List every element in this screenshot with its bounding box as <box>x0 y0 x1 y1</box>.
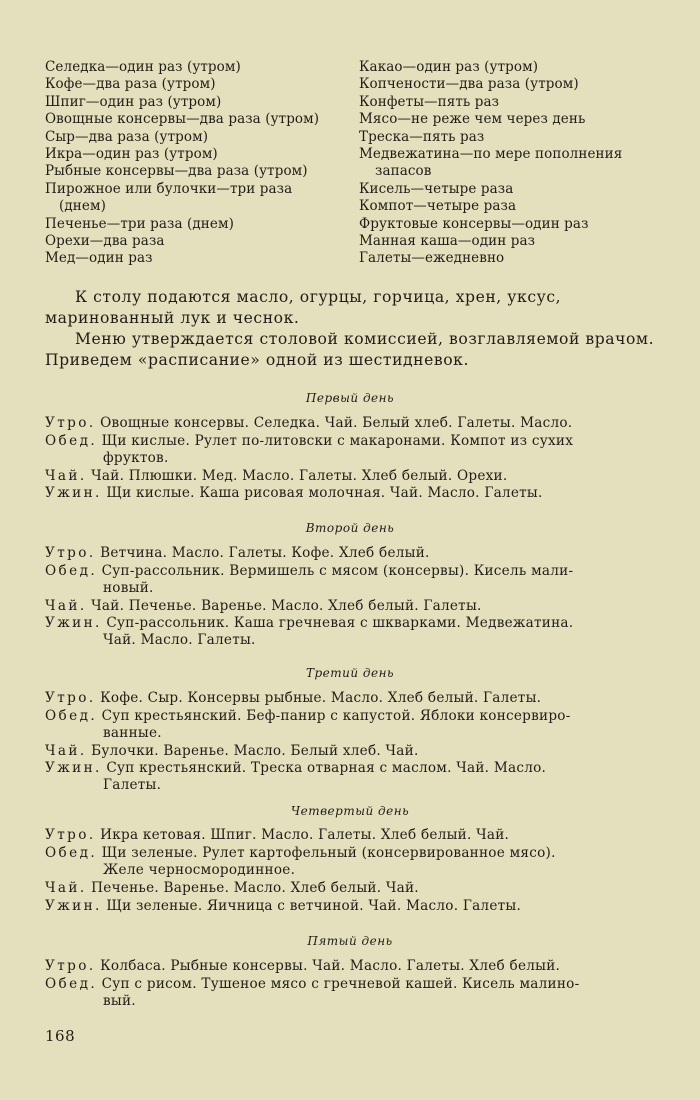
meal-label: Чай. <box>45 880 87 896</box>
meal-text-continuation: ванные. <box>103 725 162 741</box>
meal-text: Чай. Печенье. Варенье. Масло. Хлеб белый. Галеты. <box>91 598 482 614</box>
meal-entry <box>45 598 670 615</box>
meal-entry <box>45 827 670 844</box>
meal-text-continuation: Желе черносмородинное. <box>103 862 296 878</box>
meal-text: Колбаса. Рыбные консервы. Чай. Масло. Галеты. Хлеб белый. <box>100 958 561 974</box>
food-list-item: Копчености—два раза (утром) <box>359 76 579 93</box>
meal-entry <box>45 743 670 760</box>
meal-text: Булочки. Варенье. Масло. Белый хлеб. Чай. <box>91 743 419 759</box>
meal-label: Обед. <box>45 845 98 861</box>
meal-label: Чай. <box>45 468 87 484</box>
meal-label: Ужин. <box>45 615 102 631</box>
meal-label: Утро. <box>45 415 96 431</box>
food-list-item-continuation: запасов <box>375 163 432 180</box>
food-list-item: Пирожное или булочки—три раза <box>45 180 293 197</box>
meal-entry <box>45 898 670 915</box>
food-list-item: Овощные консервы—два раза (утром) <box>45 111 320 128</box>
meal-text: Щи зеленые. Яичница с ветчиной. Чай. Масло. Галеты. <box>106 898 522 914</box>
food-list-item: Орехи—два раза <box>45 233 165 250</box>
meal-entry <box>45 880 670 897</box>
meal-label: Обед. <box>45 563 98 579</box>
meal-text-continuation: Галеты. <box>103 777 162 793</box>
day-title: Пятый день <box>307 934 393 948</box>
meal-entry <box>45 958 670 975</box>
food-list-item-continuation: (днем) <box>59 198 106 215</box>
meal-text-continuation: вый. <box>103 993 136 1009</box>
meal-entry <box>45 485 670 502</box>
food-list-item: Рыбные консервы—два раза (утром) <box>45 163 308 180</box>
food-list-item: Шпиг—один раз (утром) <box>45 93 222 110</box>
food-list-item: Медвежатина—по мере пополнения <box>359 146 623 163</box>
meal-text: Ветчина. Масло. Галеты. Кофе. Хлеб белый. <box>100 545 430 561</box>
meal-label: Ужин. <box>45 898 102 914</box>
page-number: 168 <box>45 1027 76 1045</box>
meal-label: Утро. <box>45 545 96 561</box>
meal-label: Утро. <box>45 690 96 706</box>
day-title: Третий день <box>305 666 395 680</box>
meal-entry <box>45 545 670 562</box>
meal-entry <box>45 433 670 467</box>
meal-entry <box>45 760 670 794</box>
food-list-item: Компот—четыре раза <box>359 198 517 215</box>
meal-text-continuation: фруктов. <box>103 450 169 466</box>
food-list-item: Кисель—четыре раза <box>359 180 514 197</box>
meal-label: Ужин. <box>45 760 102 776</box>
food-list-item: Кофе—два раза (утром) <box>45 76 216 93</box>
food-list-left-column <box>45 59 360 268</box>
meal-text: Щи кислые. Каша рисовая молочная. Чай. Масло. Галеты. <box>106 485 543 501</box>
meal-text-continuation: новый. <box>103 580 154 596</box>
meal-text: Суп крестьянский. Треска отварная с маслом. Чай. Масло. <box>106 760 547 776</box>
meal-label: Обед. <box>45 976 98 992</box>
paragraph-menu-approval: Меню утверждается столовой комиссией, возглавляемой врачом. Приведем «расписание» одной из шестидневок. <box>45 330 655 369</box>
meal-label: Ужин. <box>45 485 102 501</box>
day-title: Второй день <box>305 521 395 535</box>
meal-label: Утро. <box>45 827 96 843</box>
food-list-item: Селедка—один раз (утром) <box>45 59 241 75</box>
food-list-item: Конфеты—пять раз <box>359 93 500 110</box>
meal-text: Кофе. Сыр. Консервы рыбные. Масло. Хлеб белый. Галеты. <box>100 690 542 706</box>
meal-text: Щи зеленые. Рулет картофельный (консервированное мясо). <box>101 845 556 861</box>
food-list-item: Фруктовые консервы—один раз <box>359 215 589 232</box>
meal-text: Икра кетовая. Шпиг. Масло. Галеты. Хлеб белый. Чай. <box>100 827 510 843</box>
meal-entry <box>45 976 670 1010</box>
meal-entry <box>45 708 670 742</box>
meal-label: Обед. <box>45 433 98 449</box>
meal-text: Овощные консервы. Селедка. Чай. Белый хлеб. Галеты. Масло. <box>100 415 573 431</box>
meal-entry <box>45 690 670 707</box>
meal-entry <box>45 615 670 649</box>
food-list-item: Мед—один раз <box>45 250 153 267</box>
food-list-right-column <box>359 59 679 268</box>
meal-label: Чай. <box>45 743 87 759</box>
food-list-item: Манная каша—один раз <box>359 233 536 250</box>
meal-entry <box>45 415 670 432</box>
food-list-item: Икра—один раз (утром) <box>45 146 218 163</box>
food-list-item: Печенье—три раза (днем) <box>45 215 234 232</box>
meal-text: Суп-рассольник. Вермишель с мясом (консервы). Кисель мали- <box>101 563 574 579</box>
food-list-item: Треска—пять раз <box>359 128 485 145</box>
food-list-item: Сыр—два раза (утром) <box>45 128 209 145</box>
day-title: Четвертый день <box>290 804 410 818</box>
meal-entry <box>45 468 670 485</box>
day-title: Первый день <box>305 391 395 405</box>
meal-label: Обед. <box>45 708 98 724</box>
meal-text: Суп с рисом. Тушеное мясо с гречневой кашей. Кисель малино- <box>101 976 580 992</box>
meal-entry <box>45 563 670 597</box>
meal-entry <box>45 845 670 879</box>
meal-label: Чай. <box>45 598 87 614</box>
meal-label: Утро. <box>45 958 96 974</box>
food-list-item: Мясо—не реже чем через день <box>359 111 586 128</box>
meal-text: Щи кислые. Рулет по-литовски с макаронами. Компот из сухих <box>101 433 574 449</box>
meal-text: Суп-рассольник. Каша гречневая с шкварками. Медвежатина. <box>106 615 574 631</box>
meal-text-continuation: Чай. Масло. Галеты. <box>103 632 256 648</box>
paragraph-condiments: К столу подаются масло, огурцы, горчица, хрен, уксус, маринованный лук и чеснок. <box>45 288 562 327</box>
meal-text: Печенье. Варенье. Масло. Хлеб белый. Чай. <box>91 880 419 896</box>
food-list-item: Галеты—ежедневно <box>359 250 505 267</box>
meal-text: Суп крестьянский. Беф-панир с капустой. Яблоки консервиро- <box>101 708 571 724</box>
food-list-item: Какао—один раз (утром) <box>359 59 539 75</box>
meal-text: Чай. Плюшки. Мед. Масло. Галеты. Хлеб белый. Орехи. <box>91 468 508 484</box>
